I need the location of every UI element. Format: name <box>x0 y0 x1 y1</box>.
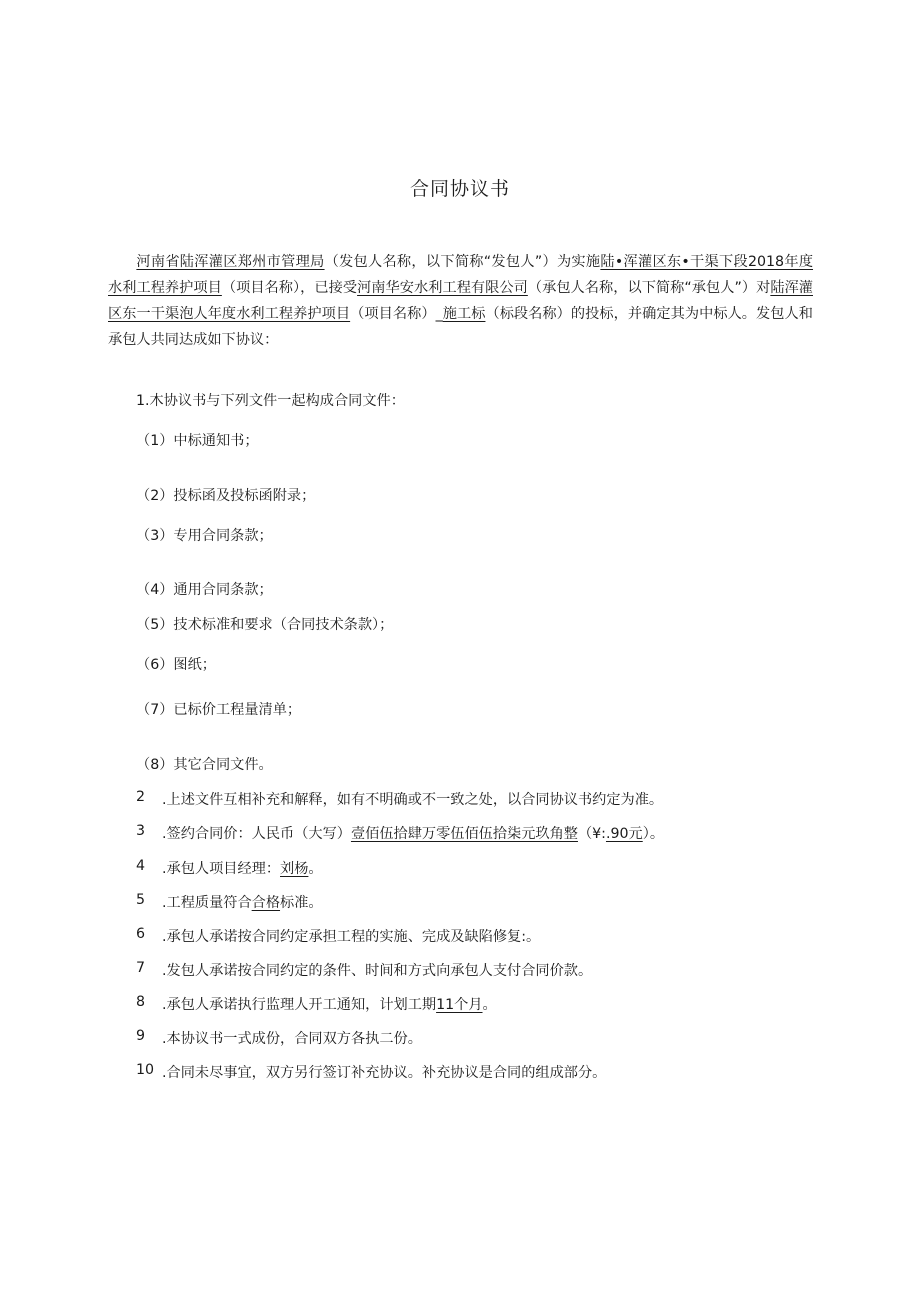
clause-number: 7 <box>136 960 146 976</box>
clause-number: 4 <box>136 858 146 874</box>
clause-quality <box>162 892 323 912</box>
clause-text: 标准。 <box>280 895 323 911</box>
clause-number: 3 <box>136 823 146 839</box>
section-name: 施工标 <box>442 306 486 322</box>
clause-text: 。 <box>308 861 323 877</box>
clause-text: 。 <box>482 997 497 1013</box>
doc-item: （5）技术标准和要求（合同技术条款）； <box>136 617 394 633</box>
intro-paragraph <box>108 249 813 353</box>
clause-number: 2 <box>136 789 146 805</box>
intro-text-2: （项目名称），已接受 <box>221 280 358 296</box>
doc-item: （1）中标通知书； <box>136 433 259 449</box>
clause-text: .承包人承诺执行监理人开工通知，计划工期 <box>162 997 437 1013</box>
clause-number: 8 <box>136 994 146 1010</box>
contract-price-figure: .90元 <box>605 826 643 842</box>
doc-item: （7）已标价工程量清单； <box>136 702 302 718</box>
employer-name: 河南省陆浑灌区郑州市管理局 <box>136 254 325 270</box>
clause-project-manager <box>162 858 323 878</box>
clause-text: .合同未尽事宜，双方另行签订补充协议。补充协议是合同的组成部分。 <box>162 1065 607 1081</box>
project-name-2: 陆浑灌区东一干渠泡人年度水利工程养护项目 <box>108 280 813 322</box>
clause-1: 1.木协议书与下列文件一起构成合同文件： <box>136 393 405 409</box>
doc-item: （4）通用合同条款； <box>136 582 273 598</box>
document-title: 合同协议书 <box>409 178 510 200</box>
contract-price-words: 壹佰伍拾肆万零伍佰伍拾柒元玖角整 <box>350 826 578 842</box>
clause-number: 6 <box>136 926 146 942</box>
clause-text: .承包人承诺按合同约定承担工程的实施、完成及缺陷修复:。 <box>162 929 541 945</box>
clause-text: .签约合同价：人民币（大写） <box>162 826 351 842</box>
project-manager-name: 刘杨 <box>280 861 309 877</box>
doc-item: （2）投标函及投标函附录； <box>136 488 316 504</box>
doc-item: （8）其它合同文件。 <box>136 757 273 773</box>
clause-duration <box>162 994 497 1014</box>
intro-text-4: （项目名称） <box>350 306 436 322</box>
project-name-1: 陆•浑灌区东•干渠下段2018年度水利工程养护项目 <box>108 254 814 296</box>
clause-contract-price <box>162 823 664 843</box>
clause-text: .上述文件互相补充和解释，如有不明确或不一致之处，以合同协议书约定为准。 <box>162 792 664 808</box>
clause-text: ）。 <box>642 826 665 842</box>
clause-text: .发包人承诺按合同约定的条件、时间和方式向承包人支付合同价款。 <box>162 963 593 979</box>
construction-duration: 11个月 <box>436 997 483 1013</box>
clause-text: .承包人项目经理： <box>162 861 281 877</box>
intro-text-4b: _ <box>435 306 443 322</box>
contractor-name: 河南华安水利工程有限公司 <box>357 280 528 296</box>
clause-text: .本协议书一式成份，合同双方各执二份。 <box>162 1031 422 1047</box>
quality-standard: 合格 <box>251 895 281 911</box>
clause-number: 9 <box>136 1028 146 1044</box>
clause-text: （¥: <box>577 826 606 842</box>
doc-item: （6）图纸； <box>136 657 216 673</box>
intro-text-3: （承包人名称，以下简称“承包人”）对 <box>527 280 771 296</box>
intro-text-1: （发包人名称，以下简称“发包人”）为实施 <box>324 254 601 270</box>
intro-text-5: （标段名称）的投标，并确定其为中标人。发包人和承包人共同达成如下协议： <box>108 306 813 348</box>
clause-number: 5 <box>136 892 146 908</box>
doc-item: （3）专用合同条款； <box>136 528 273 544</box>
clause-number: 10 <box>136 1062 155 1078</box>
clause-text: .工程质量符合 <box>162 895 252 911</box>
